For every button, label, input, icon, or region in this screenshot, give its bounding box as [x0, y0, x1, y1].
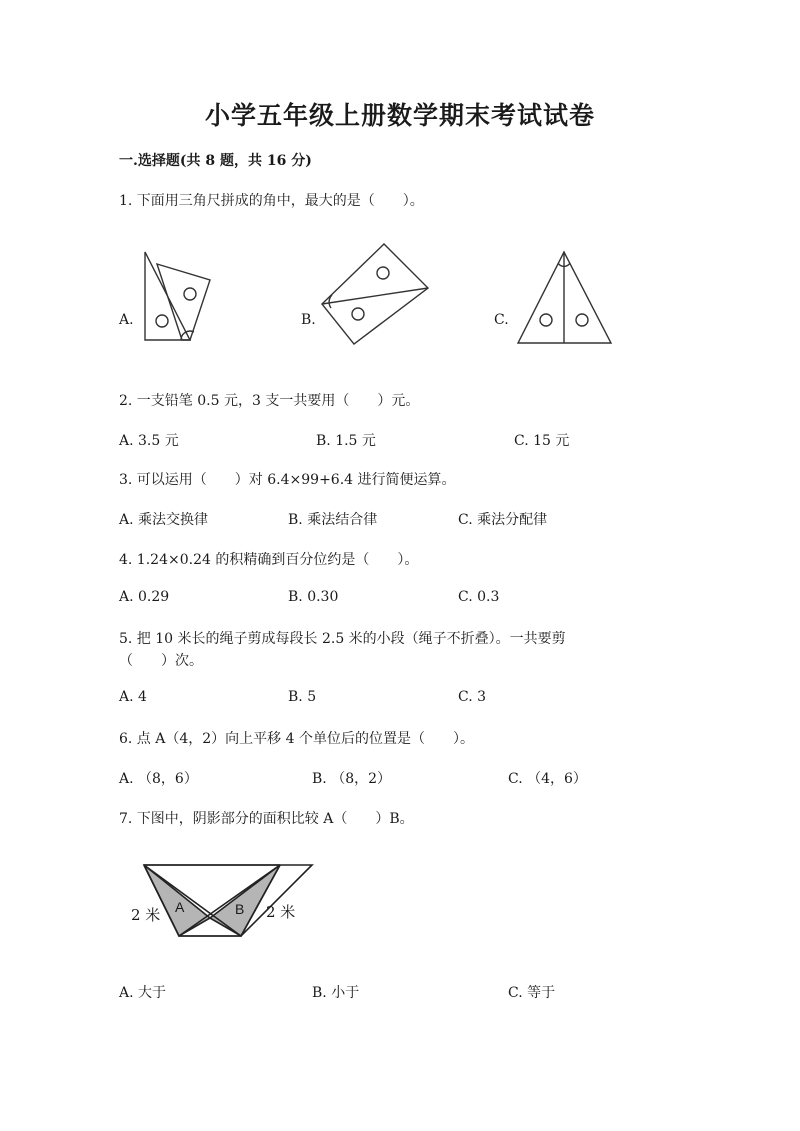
- figure-set-square-a: [140, 248, 215, 343]
- question-2-option-b: B. 1.5 元: [316, 433, 376, 449]
- question-3-stem: 3. 可以运用（ ）对 6.4×99+6.4 进行简便运算。: [119, 472, 456, 488]
- question-6-option-c: C. （4，6）: [508, 771, 587, 787]
- question-7-option-c: C. 等于: [508, 985, 556, 1001]
- question-3-option-c: C. 乘法分配律: [458, 512, 548, 528]
- question-6-option-a: A. （8，6）: [119, 771, 198, 787]
- question-2-option-a: A. 3.5 元: [119, 433, 179, 449]
- page-title: 小学五年级上册数学期末考试试卷: [204, 101, 595, 130]
- question-7-option-a: A. 大于: [119, 985, 167, 1001]
- question-1-stem: 1. 下面用三角尺拼成的角中，最大的是（ ）。: [119, 193, 424, 209]
- section-heading: 一.选择题(共 8 题，共 16 分): [119, 153, 312, 169]
- figure-label-a: A: [175, 899, 185, 915]
- question-2-stem: 2. 一支铅笔 0.5 元，3 支一共要用（ ）元。: [119, 393, 420, 409]
- question-5-stem-line-1: 5. 把 10 米长的绳子剪成每段长 2.5 米的小段（绳子不折叠）。一共要剪: [119, 631, 566, 647]
- question-4-option-b: B. 0.30: [288, 589, 339, 605]
- question-3-option-a: A. 乘法交换律: [119, 512, 209, 528]
- question-4-stem: 4. 1.24×0.24 的积精确到百分位约是（ ）。: [119, 552, 419, 568]
- question-5-option-a: A. 4: [119, 689, 147, 705]
- question-4-option-c: C. 0.3: [458, 589, 500, 605]
- question-5-option-c: C. 3: [458, 689, 487, 705]
- figure-set-square-b: [318, 242, 433, 347]
- question-7-stem: 7. 下图中，阴影部分的面积比较 A（ ）B。: [119, 811, 414, 827]
- figure-label-b: B: [235, 901, 245, 917]
- question-1-option-a: A.: [119, 312, 134, 328]
- question-3-option-b: B. 乘法结合律: [288, 512, 378, 528]
- question-6-stem: 6. 点 A（4，2）向上平移 4 个单位后的位置是（ ）。: [119, 731, 474, 747]
- question-1-option-b: B.: [301, 312, 316, 328]
- question-2-option-c: C. 15 元: [514, 433, 570, 449]
- question-7-option-b: B. 小于: [312, 985, 360, 1001]
- question-6-option-b: B. （8，2）: [312, 771, 392, 787]
- question-5-option-b: B. 5: [288, 689, 317, 705]
- figure-trapezoid: [130, 860, 305, 940]
- question-4-option-a: A. 0.29: [119, 589, 170, 605]
- question-1-option-c: C.: [494, 312, 509, 328]
- figure-set-square-c: [515, 250, 615, 346]
- figure-label-left-width: 2 米: [131, 906, 161, 924]
- question-5-stem-line-2: （ ）次。: [119, 653, 203, 669]
- figure-label-right-width: 2 米: [266, 903, 296, 921]
